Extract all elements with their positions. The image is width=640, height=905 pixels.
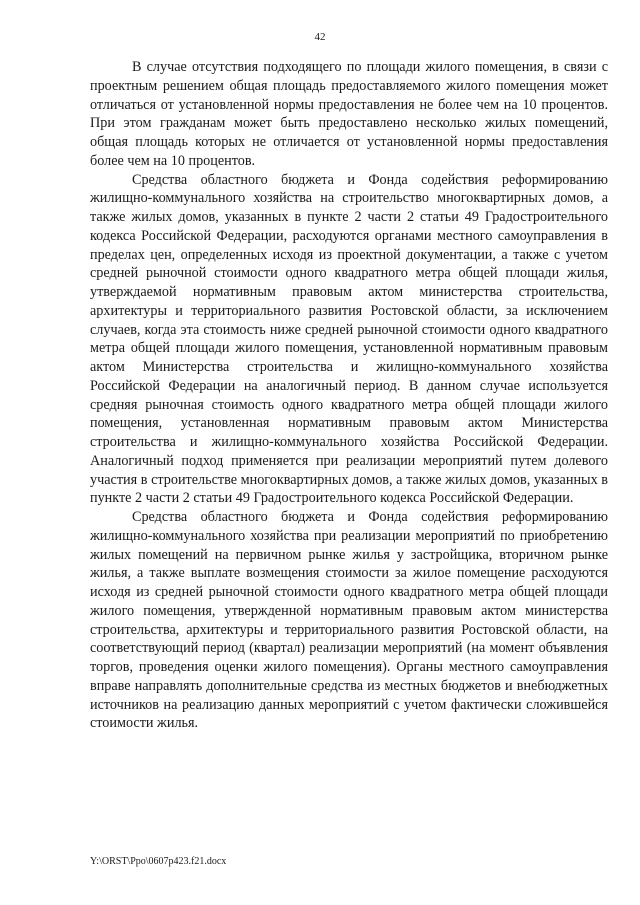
paragraph-3: Средства областного бюджета и Фонда содействия реформированию жилищно-коммунального хозяйства при реализации мероприятий по приобретению жилых помещений на первичном рынке жилья у застройщика, вторичном рынке жилья, а также выплате возмещения стоимости за жилое помещение расходуются исходя из средней рыночной стоимости одного квадратного метра общей площади жилого помещения, утвержденной нормативным правовым актом министерства строительства, архитектуры и территориального развития Ростовской области, на соответствующий период (квартал) реализации мероприятий (на момент объявления торгов, проведения оценки жилого помещения). Органы местного самоуправления вправе направлять дополнительные средства из местных бюджетов и внебюджетных источников на реализацию данных мероприятий с учетом фактически сложившейся стоимости жилья. — [90, 509, 608, 732]
paragraph-1: В случае отсутствия подходящего по площади жилого помещения, в связи с проектным решением общая площадь предоставляемого жилого помещения может отличаться от установленной нормы предоставления не более чем на 10 процентов. При этом гражданам может быть предоставлено несколько жилых помещений, общая площадь которых не отличается от установленной нормы предоставления более чем на 10 процентов. — [90, 59, 608, 169]
footer-file-path: Y:\ORST\Ppo\0607p423.f21.docx — [90, 856, 227, 867]
document-body — [90, 58, 608, 733]
paragraph-2: Средства областного бюджета и Фонда содействия реформированию жилищно-коммунального хозяйства на строительство многоквартирных домов, а также жилых домов, указанных в пункте 2 части 2 статьи 49 Градостроительного кодекса Российской Федерации, расходуются органами местного самоуправления в пределах цен, определенных исходя из проектной документации, а также с учетом средней рыночной стоимости одного квадратного метра общей площади жилья, утверждаемой нормативным правовым актом министерства строительства, архитектуры и территориального развития Ростовской области, за исключением случаев, когда эта стоимость ниже средней рыночной стоимости одного квадратного метра общей площади жилого помещения, установленной нормативным правовым актом Министерства строительства и жилищно-коммунального хозяйства Российской Федерации на аналогичный период. В данном случае используется средняя рыночная стоимость одного квадратного метра общей площади жилого помещения, установленная нормативным правовым актом Министерства строительства и жилищно-коммунального хозяйства Российской Федерации. Аналогичный подход применяется при реализации мероприятий путем долевого участия в строительстве многоквартирных домов, а также жилых домов, указанных в пункте 2 части 2 статьи 49 Градостроительного кодекса Российской Федерации. — [90, 171, 608, 507]
page-number: 42 — [314, 31, 326, 43]
